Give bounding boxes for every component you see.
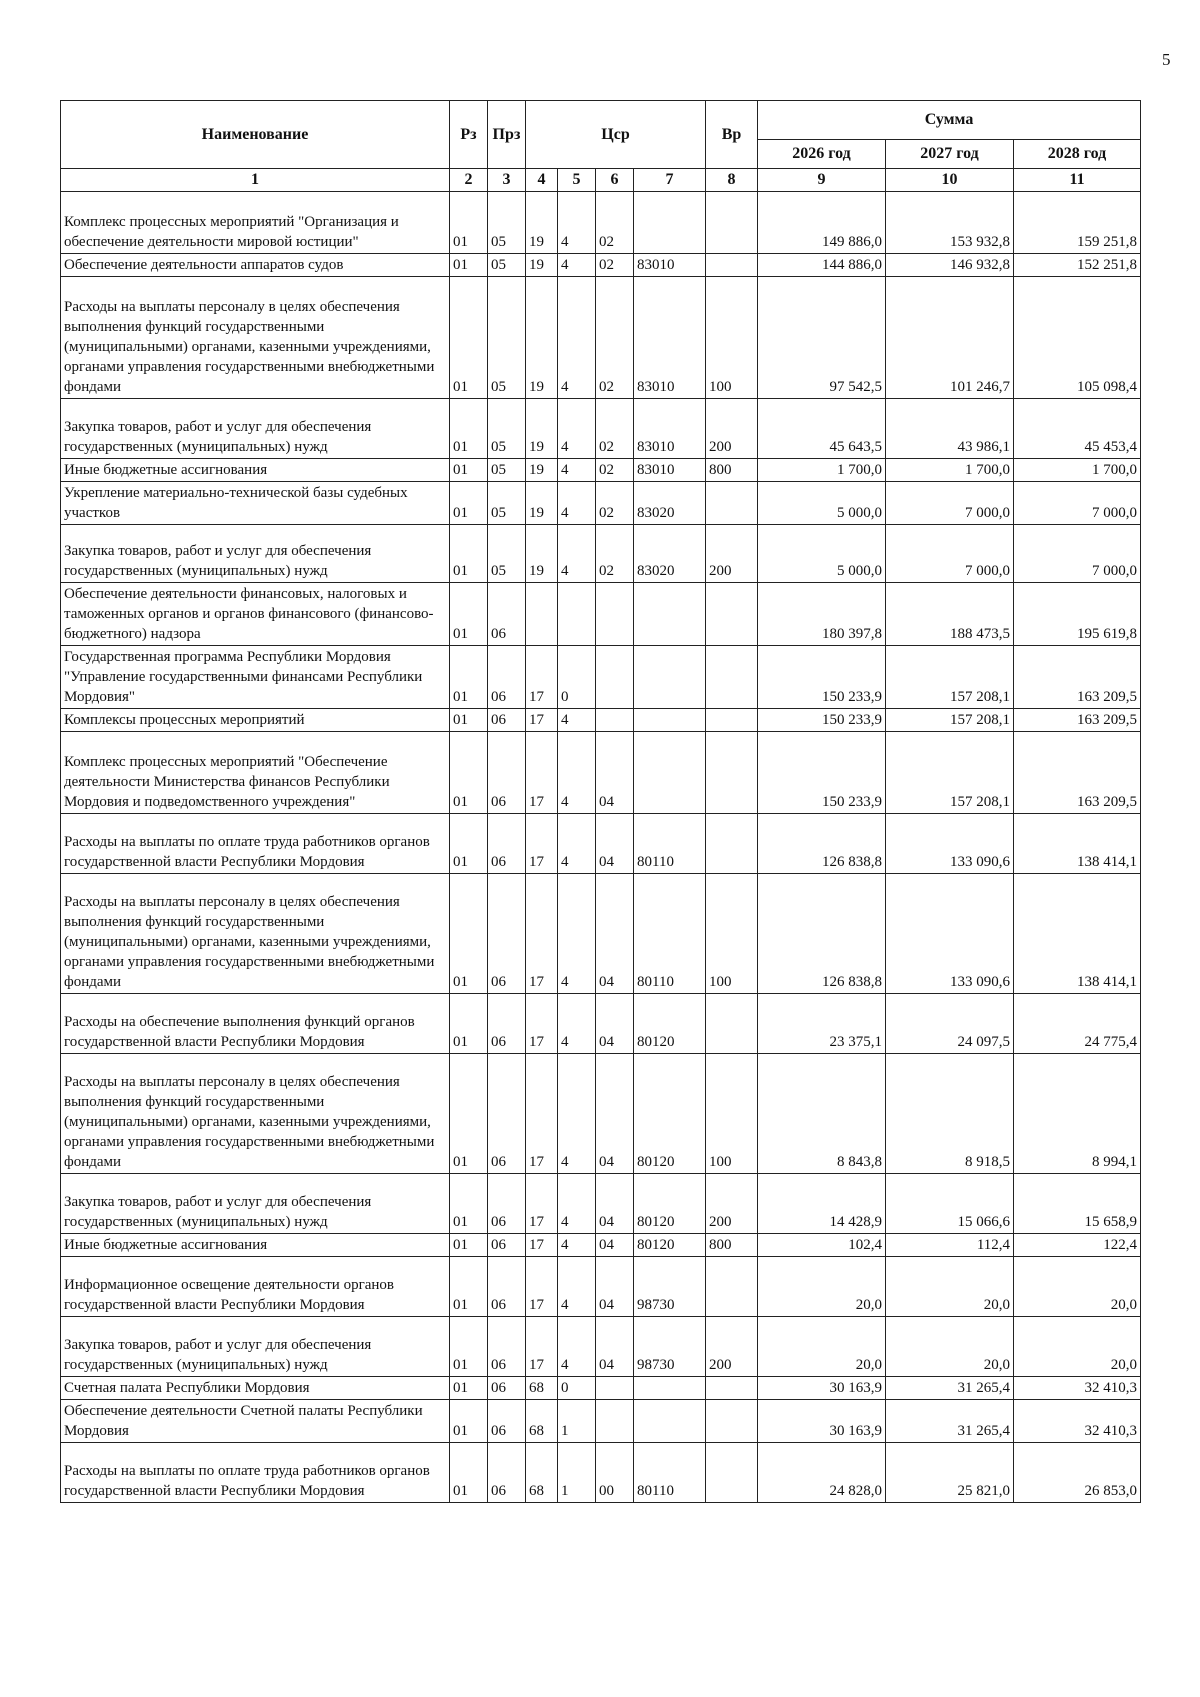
cell-csr-4 xyxy=(526,583,558,646)
cell-sum-2028: 24 775,4 xyxy=(1014,994,1141,1054)
cell-csr-5: 4 xyxy=(558,1317,596,1377)
cell-csr-7: 80120 xyxy=(634,1054,706,1174)
cell-sum-2028: 15 658,9 xyxy=(1014,1174,1141,1234)
cell-rz: 01 xyxy=(450,254,488,277)
cell-csr-4: 17 xyxy=(526,709,558,732)
cell-csr-5: 4 xyxy=(558,482,596,525)
cell-sum-2027: 157 208,1 xyxy=(886,709,1014,732)
cell-csr-5: 4 xyxy=(558,399,596,459)
cell-vr xyxy=(706,1257,758,1317)
cell-sum-2026: 8 843,8 xyxy=(758,1054,886,1174)
table-row xyxy=(61,994,1141,1054)
header-csr: Цср xyxy=(526,101,706,169)
cell-name: Закупка товаров, работ и услуг для обеспечения государственных (муниципальных) нужд xyxy=(61,1174,450,1234)
cell-rz: 01 xyxy=(450,1317,488,1377)
column-number-row xyxy=(61,169,1141,192)
cell-prz: 06 xyxy=(488,1054,526,1174)
cell-rz: 01 xyxy=(450,1234,488,1257)
cell-sum-2028: 122,4 xyxy=(1014,1234,1141,1257)
cell-sum-2027: 157 208,1 xyxy=(886,732,1014,814)
page-number: 5 xyxy=(1162,50,1171,69)
cell-rz: 01 xyxy=(450,277,488,399)
cell-vr xyxy=(706,192,758,254)
cell-sum-2026: 5 000,0 xyxy=(758,525,886,583)
cell-sum-2027: 20,0 xyxy=(886,1317,1014,1377)
cell-csr-7: 80110 xyxy=(634,1443,706,1503)
cell-csr-4: 19 xyxy=(526,277,558,399)
cell-name: Обеспечение деятельности Счетной палаты Республики Мордовия xyxy=(61,1400,450,1443)
cell-rz: 01 xyxy=(450,1443,488,1503)
cell-vr xyxy=(706,1400,758,1443)
cell-sum-2027: 8 918,5 xyxy=(886,1054,1014,1174)
cell-rz: 01 xyxy=(450,482,488,525)
cell-name: Укрепление материально-технической базы судебных участков xyxy=(61,482,450,525)
cell-name: Расходы на выплаты персоналу в целях обеспечения выполнения функций государственными (муниципальными) органами, казенными учреждениями, органами управления государственными внебюджетными фондами xyxy=(61,1054,450,1174)
cell-csr-5: 1 xyxy=(558,1400,596,1443)
cell-sum-2026: 149 886,0 xyxy=(758,192,886,254)
cell-csr-4: 19 xyxy=(526,399,558,459)
table-row xyxy=(61,709,1141,732)
cell-csr-4: 68 xyxy=(526,1377,558,1400)
cell-sum-2026: 126 838,8 xyxy=(758,874,886,994)
cell-prz: 05 xyxy=(488,525,526,583)
cell-prz: 05 xyxy=(488,192,526,254)
cell-sum-2026: 30 163,9 xyxy=(758,1400,886,1443)
cell-rz: 01 xyxy=(450,1257,488,1317)
column-number-2: 2 xyxy=(450,169,488,192)
cell-csr-4: 19 xyxy=(526,482,558,525)
cell-vr xyxy=(706,583,758,646)
cell-prz: 06 xyxy=(488,1317,526,1377)
cell-sum-2027: 20,0 xyxy=(886,1257,1014,1317)
cell-rz: 01 xyxy=(450,1054,488,1174)
cell-csr-5: 4 xyxy=(558,709,596,732)
cell-csr-7: 83010 xyxy=(634,254,706,277)
cell-name: Иные бюджетные ассигнования xyxy=(61,459,450,482)
cell-csr-5: 4 xyxy=(558,1174,596,1234)
cell-prz: 06 xyxy=(488,814,526,874)
cell-csr-4: 17 xyxy=(526,874,558,994)
cell-csr-6: 04 xyxy=(596,814,634,874)
cell-csr-5: 4 xyxy=(558,1054,596,1174)
cell-sum-2028: 45 453,4 xyxy=(1014,399,1141,459)
cell-sum-2027: 188 473,5 xyxy=(886,583,1014,646)
cell-sum-2028: 7 000,0 xyxy=(1014,482,1141,525)
cell-name: Иные бюджетные ассигнования xyxy=(61,1234,450,1257)
cell-sum-2026: 150 233,9 xyxy=(758,709,886,732)
cell-csr-6: 02 xyxy=(596,459,634,482)
cell-sum-2027: 24 097,5 xyxy=(886,994,1014,1054)
cell-csr-5: 4 xyxy=(558,525,596,583)
cell-csr-7: 83020 xyxy=(634,482,706,525)
cell-sum-2027: 1 700,0 xyxy=(886,459,1014,482)
cell-csr-6: 04 xyxy=(596,732,634,814)
cell-csr-5: 4 xyxy=(558,1257,596,1317)
cell-sum-2027: 31 265,4 xyxy=(886,1400,1014,1443)
cell-rz: 01 xyxy=(450,1400,488,1443)
cell-sum-2027: 101 246,7 xyxy=(886,277,1014,399)
cell-csr-4: 17 xyxy=(526,646,558,709)
cell-sum-2027: 25 821,0 xyxy=(886,1443,1014,1503)
cell-csr-6: 00 xyxy=(596,1443,634,1503)
cell-prz: 05 xyxy=(488,277,526,399)
cell-sum-2028: 26 853,0 xyxy=(1014,1443,1141,1503)
cell-name: Комплексы процессных мероприятий xyxy=(61,709,450,732)
cell-sum-2028: 32 410,3 xyxy=(1014,1377,1141,1400)
cell-csr-7 xyxy=(634,583,706,646)
cell-prz: 06 xyxy=(488,994,526,1054)
cell-prz: 06 xyxy=(488,709,526,732)
cell-name: Счетная палата Республики Мордовия xyxy=(61,1377,450,1400)
cell-csr-6: 02 xyxy=(596,254,634,277)
cell-csr-7: 80120 xyxy=(634,1234,706,1257)
cell-vr xyxy=(706,994,758,1054)
header-vr: Вр xyxy=(706,101,758,169)
cell-vr: 800 xyxy=(706,459,758,482)
cell-rz: 01 xyxy=(450,459,488,482)
cell-csr-6: 02 xyxy=(596,277,634,399)
cell-csr-4: 17 xyxy=(526,1257,558,1317)
table-row xyxy=(61,1317,1141,1377)
cell-csr-6: 04 xyxy=(596,994,634,1054)
cell-csr-6: 02 xyxy=(596,525,634,583)
cell-csr-4: 68 xyxy=(526,1400,558,1443)
cell-csr-4: 19 xyxy=(526,192,558,254)
cell-prz: 06 xyxy=(488,1257,526,1317)
cell-sum-2026: 20,0 xyxy=(758,1317,886,1377)
cell-csr-7 xyxy=(634,709,706,732)
table-row xyxy=(61,482,1141,525)
cell-vr xyxy=(706,709,758,732)
cell-sum-2026: 24 828,0 xyxy=(758,1443,886,1503)
cell-sum-2027: 112,4 xyxy=(886,1234,1014,1257)
cell-sum-2027: 15 066,6 xyxy=(886,1174,1014,1234)
cell-sum-2026: 5 000,0 xyxy=(758,482,886,525)
cell-rz: 01 xyxy=(450,1377,488,1400)
cell-csr-5: 1 xyxy=(558,1443,596,1503)
cell-sum-2027: 133 090,6 xyxy=(886,874,1014,994)
table-row xyxy=(61,192,1141,254)
cell-csr-5: 4 xyxy=(558,874,596,994)
cell-csr-4: 17 xyxy=(526,1174,558,1234)
cell-csr-7: 80120 xyxy=(634,994,706,1054)
cell-sum-2026: 180 397,8 xyxy=(758,583,886,646)
table-row xyxy=(61,1377,1141,1400)
cell-csr-6 xyxy=(596,1377,634,1400)
cell-sum-2027: 31 265,4 xyxy=(886,1377,1014,1400)
cell-sum-2028: 8 994,1 xyxy=(1014,1054,1141,1174)
cell-prz: 05 xyxy=(488,399,526,459)
cell-prz: 06 xyxy=(488,646,526,709)
cell-vr: 100 xyxy=(706,874,758,994)
cell-csr-7: 83010 xyxy=(634,459,706,482)
cell-prz: 06 xyxy=(488,1234,526,1257)
cell-csr-6: 04 xyxy=(596,1317,634,1377)
cell-csr-5: 0 xyxy=(558,1377,596,1400)
table-row xyxy=(61,254,1141,277)
cell-csr-6: 02 xyxy=(596,192,634,254)
header-year-2027: 2027 год xyxy=(886,140,1014,169)
cell-prz: 05 xyxy=(488,482,526,525)
cell-rz: 01 xyxy=(450,814,488,874)
cell-rz: 01 xyxy=(450,732,488,814)
cell-csr-6: 04 xyxy=(596,1174,634,1234)
column-number-8: 8 xyxy=(706,169,758,192)
cell-csr-7 xyxy=(634,732,706,814)
cell-csr-5: 4 xyxy=(558,814,596,874)
cell-sum-2027: 157 208,1 xyxy=(886,646,1014,709)
cell-csr-6: 02 xyxy=(596,482,634,525)
cell-sum-2027: 153 932,8 xyxy=(886,192,1014,254)
cell-sum-2028: 163 209,5 xyxy=(1014,646,1141,709)
header-rz: Рз xyxy=(450,101,488,169)
cell-sum-2026: 150 233,9 xyxy=(758,732,886,814)
cell-sum-2026: 144 886,0 xyxy=(758,254,886,277)
table-row xyxy=(61,1400,1141,1443)
cell-csr-7: 80110 xyxy=(634,814,706,874)
cell-csr-4: 68 xyxy=(526,1443,558,1503)
cell-vr: 200 xyxy=(706,1174,758,1234)
table-row xyxy=(61,814,1141,874)
cell-rz: 01 xyxy=(450,399,488,459)
cell-csr-4: 19 xyxy=(526,459,558,482)
cell-prz: 06 xyxy=(488,732,526,814)
table-row xyxy=(61,732,1141,814)
cell-name: Обеспечение деятельности аппаратов судов xyxy=(61,254,450,277)
cell-vr xyxy=(706,732,758,814)
cell-sum-2026: 1 700,0 xyxy=(758,459,886,482)
cell-name: Расходы на выплаты по оплате труда работников органов государственной власти Республики Мордовия xyxy=(61,814,450,874)
cell-csr-5: 0 xyxy=(558,646,596,709)
cell-sum-2026: 14 428,9 xyxy=(758,1174,886,1234)
cell-vr: 100 xyxy=(706,1054,758,1174)
header-name: Наименование xyxy=(61,101,450,169)
cell-sum-2028: 163 209,5 xyxy=(1014,709,1141,732)
table-row xyxy=(61,1234,1141,1257)
column-number-6: 6 xyxy=(596,169,634,192)
cell-vr xyxy=(706,646,758,709)
cell-csr-7: 83010 xyxy=(634,277,706,399)
cell-sum-2028: 138 414,1 xyxy=(1014,874,1141,994)
cell-csr-5: 4 xyxy=(558,277,596,399)
cell-csr-6: 02 xyxy=(596,399,634,459)
cell-csr-7: 83010 xyxy=(634,399,706,459)
column-number-11: 11 xyxy=(1014,169,1141,192)
table-row xyxy=(61,874,1141,994)
cell-sum-2027: 7 000,0 xyxy=(886,482,1014,525)
cell-sum-2028: 20,0 xyxy=(1014,1257,1141,1317)
cell-rz: 01 xyxy=(450,192,488,254)
cell-csr-4: 17 xyxy=(526,1234,558,1257)
cell-vr xyxy=(706,1443,758,1503)
cell-prz: 06 xyxy=(488,1400,526,1443)
cell-sum-2026: 150 233,9 xyxy=(758,646,886,709)
cell-sum-2026: 45 643,5 xyxy=(758,399,886,459)
cell-rz: 01 xyxy=(450,874,488,994)
cell-sum-2028: 159 251,8 xyxy=(1014,192,1141,254)
column-number-9: 9 xyxy=(758,169,886,192)
cell-csr-6: 04 xyxy=(596,1257,634,1317)
table-row xyxy=(61,399,1141,459)
cell-csr-7: 80120 xyxy=(634,1174,706,1234)
cell-sum-2028: 20,0 xyxy=(1014,1317,1141,1377)
table-row xyxy=(61,1443,1141,1503)
cell-csr-7: 80110 xyxy=(634,874,706,994)
cell-rz: 01 xyxy=(450,1174,488,1234)
cell-sum-2026: 126 838,8 xyxy=(758,814,886,874)
cell-csr-4: 17 xyxy=(526,994,558,1054)
cell-csr-4: 19 xyxy=(526,525,558,583)
cell-name: Закупка товаров, работ и услуг для обеспечения государственных (муниципальных) нужд xyxy=(61,525,450,583)
cell-sum-2026: 97 542,5 xyxy=(758,277,886,399)
column-number-3: 3 xyxy=(488,169,526,192)
cell-csr-6: 04 xyxy=(596,1054,634,1174)
cell-sum-2027: 133 090,6 xyxy=(886,814,1014,874)
cell-name: Закупка товаров, работ и услуг для обеспечения государственных (муниципальных) нужд xyxy=(61,1317,450,1377)
cell-prz: 06 xyxy=(488,583,526,646)
cell-rz: 01 xyxy=(450,646,488,709)
cell-csr-4: 19 xyxy=(526,254,558,277)
column-number-5: 5 xyxy=(558,169,596,192)
cell-vr xyxy=(706,482,758,525)
cell-sum-2027: 43 986,1 xyxy=(886,399,1014,459)
column-number-10: 10 xyxy=(886,169,1014,192)
cell-sum-2026: 102,4 xyxy=(758,1234,886,1257)
table-row xyxy=(61,646,1141,709)
cell-csr-7 xyxy=(634,1377,706,1400)
cell-name: Расходы на выплаты персоналу в целях обеспечения выполнения функций государственными (муниципальными) органами, казенными учреждениями, органами управления государственными внебюджетными фондами xyxy=(61,874,450,994)
cell-sum-2028: 32 410,3 xyxy=(1014,1400,1141,1443)
cell-csr-7 xyxy=(634,1400,706,1443)
cell-csr-6: 04 xyxy=(596,874,634,994)
cell-csr-5: 4 xyxy=(558,994,596,1054)
cell-csr-5: 4 xyxy=(558,1234,596,1257)
cell-csr-7 xyxy=(634,192,706,254)
cell-csr-5: 4 xyxy=(558,459,596,482)
column-number-4: 4 xyxy=(526,169,558,192)
cell-rz: 01 xyxy=(450,525,488,583)
cell-name: Закупка товаров, работ и услуг для обеспечения государственных (муниципальных) нужд xyxy=(61,399,450,459)
cell-csr-4: 17 xyxy=(526,814,558,874)
cell-csr-6 xyxy=(596,709,634,732)
cell-name: Расходы на выплаты по оплате труда работников органов государственной власти Республики Мордовия xyxy=(61,1443,450,1503)
cell-sum-2026: 20,0 xyxy=(758,1257,886,1317)
cell-vr: 200 xyxy=(706,399,758,459)
header-prz: Прз xyxy=(488,101,526,169)
cell-sum-2026: 30 163,9 xyxy=(758,1377,886,1400)
cell-csr-4: 17 xyxy=(526,732,558,814)
cell-vr: 100 xyxy=(706,277,758,399)
table-row xyxy=(61,459,1141,482)
cell-vr: 200 xyxy=(706,525,758,583)
cell-sum-2026: 23 375,1 xyxy=(758,994,886,1054)
cell-vr: 800 xyxy=(706,1234,758,1257)
cell-csr-4: 17 xyxy=(526,1317,558,1377)
cell-csr-5: 4 xyxy=(558,254,596,277)
cell-name: Комплекс процессных мероприятий "Обеспечение деятельности Министерства финансов Республики Мордовия и подведомственного учреждения" xyxy=(61,732,450,814)
cell-sum-2027: 7 000,0 xyxy=(886,525,1014,583)
cell-csr-5 xyxy=(558,583,596,646)
cell-csr-4: 17 xyxy=(526,1054,558,1174)
cell-vr xyxy=(706,1377,758,1400)
cell-csr-6 xyxy=(596,646,634,709)
cell-sum-2028: 138 414,1 xyxy=(1014,814,1141,874)
header-year-2026: 2026 год xyxy=(758,140,886,169)
header-sum: Сумма xyxy=(758,101,1141,140)
cell-vr xyxy=(706,254,758,277)
table-row xyxy=(61,1257,1141,1317)
cell-csr-7: 98730 xyxy=(634,1317,706,1377)
cell-name: Обеспечение деятельности финансовых, налоговых и таможенных органов и органов финансового (финансово-бюджетного) надзора xyxy=(61,583,450,646)
header-year-2028: 2028 год xyxy=(1014,140,1141,169)
cell-name: Информационное освещение деятельности органов государственной власти Республики Мордовия xyxy=(61,1257,450,1317)
column-number-1: 1 xyxy=(61,169,450,192)
cell-prz: 05 xyxy=(488,459,526,482)
cell-csr-6 xyxy=(596,1400,634,1443)
table-row xyxy=(61,583,1141,646)
cell-csr-7 xyxy=(634,646,706,709)
cell-prz: 05 xyxy=(488,254,526,277)
cell-prz: 06 xyxy=(488,1443,526,1503)
budget-table xyxy=(60,100,1141,1503)
cell-sum-2027: 146 932,8 xyxy=(886,254,1014,277)
column-number-7: 7 xyxy=(634,169,706,192)
cell-prz: 06 xyxy=(488,1174,526,1234)
cell-sum-2028: 7 000,0 xyxy=(1014,525,1141,583)
cell-csr-6: 04 xyxy=(596,1234,634,1257)
cell-name: Комплекс процессных мероприятий "Организация и обеспечение деятельности мировой юстиции" xyxy=(61,192,450,254)
cell-sum-2028: 1 700,0 xyxy=(1014,459,1141,482)
cell-name: Государственная программа Республики Мордовия "Управление государственными финансами Республики Мордовия" xyxy=(61,646,450,709)
cell-csr-5: 4 xyxy=(558,192,596,254)
cell-prz: 06 xyxy=(488,1377,526,1400)
cell-sum-2028: 163 209,5 xyxy=(1014,732,1141,814)
table-row xyxy=(61,1054,1141,1174)
cell-sum-2028: 105 098,4 xyxy=(1014,277,1141,399)
table-row xyxy=(61,1174,1141,1234)
cell-sum-2028: 152 251,8 xyxy=(1014,254,1141,277)
cell-vr: 200 xyxy=(706,1317,758,1377)
cell-name: Расходы на выплаты персоналу в целях обеспечения выполнения функций государственными (муниципальными) органами, казенными учреждениями, органами управления государственными внебюджетными фондами xyxy=(61,277,450,399)
cell-vr xyxy=(706,814,758,874)
cell-name: Расходы на обеспечение выполнения функций органов государственной власти Республики Мордовия xyxy=(61,994,450,1054)
cell-rz: 01 xyxy=(450,583,488,646)
cell-prz: 06 xyxy=(488,874,526,994)
cell-csr-6 xyxy=(596,583,634,646)
cell-rz: 01 xyxy=(450,709,488,732)
table-row xyxy=(61,277,1141,399)
cell-rz: 01 xyxy=(450,994,488,1054)
table-body xyxy=(61,192,1141,1503)
cell-sum-2028: 195 619,8 xyxy=(1014,583,1141,646)
cell-csr-7: 98730 xyxy=(634,1257,706,1317)
table-row xyxy=(61,525,1141,583)
cell-csr-5: 4 xyxy=(558,732,596,814)
cell-csr-7: 83020 xyxy=(634,525,706,583)
